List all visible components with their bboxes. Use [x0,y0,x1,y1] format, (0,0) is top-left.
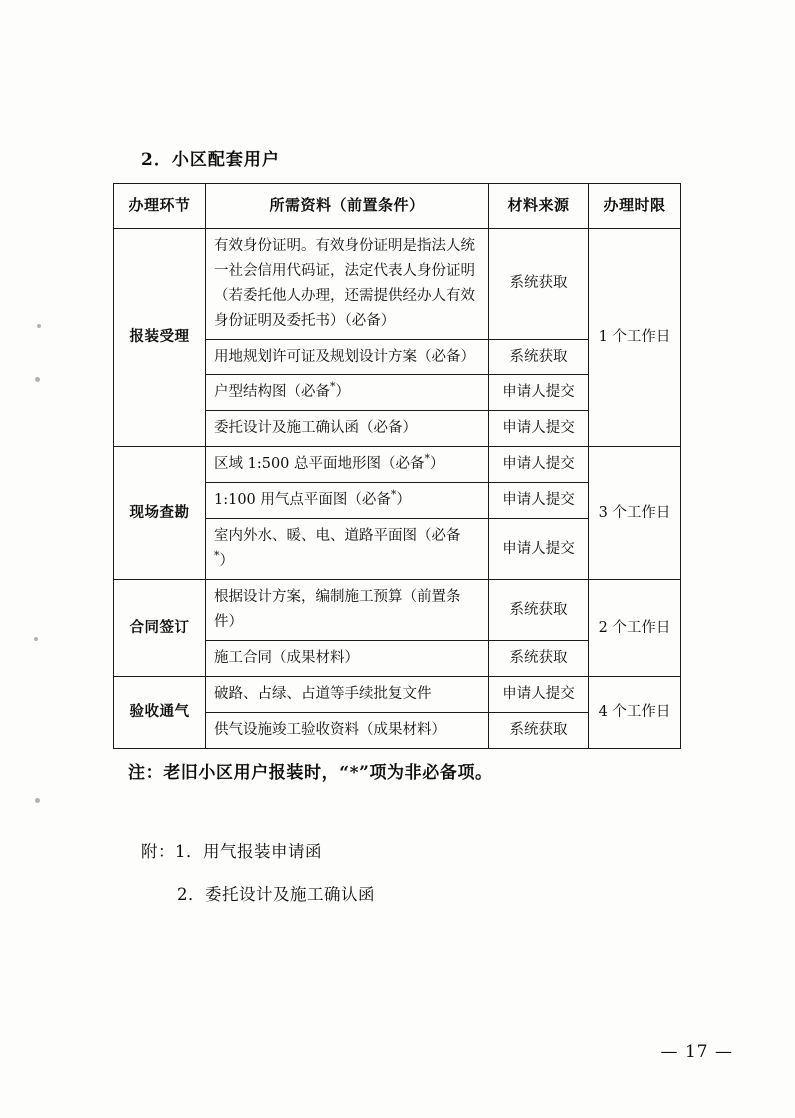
cell-source: 申请人提交 [489,483,589,519]
column-header-materials: 所需资料（前置条件） [206,184,489,229]
cell-material: 1:100 用气点平面图（必备*） [206,483,489,519]
cell-material: 委托设计及施工确认函（必备） [206,411,489,447]
cell-source: 系统获取 [489,712,589,748]
column-header-source: 材料来源 [489,184,589,229]
cell-material: 破路、占绿、占道等手续批复文件 [206,676,489,712]
section-heading: 2．小区配套用户 [141,150,280,170]
scan-speck [35,798,40,803]
cell-duration: 1 个工作日 [589,228,681,447]
table-row [114,447,681,483]
cell-duration: 2 个工作日 [589,580,681,677]
scan-speck [37,324,41,328]
scan-speck [35,377,40,382]
cell-material: 用地规划许可证及规划设计方案（必备） [206,339,489,375]
attachment-item-1: 附：1．用气报装申请函 [141,842,322,861]
footnote: 注：老旧小区用户报装时，“*”项为非必备项。 [128,763,493,783]
cell-material: 区域 1:500 总平面地形图（必备*） [206,447,489,483]
table-header-row [114,184,681,229]
cell-stage: 现场查勘 [114,447,206,580]
scan-speck [34,637,38,641]
requirements-table [113,183,681,749]
cell-source: 申请人提交 [489,447,589,483]
cell-material: 施工合同（成果材料） [206,640,489,676]
cell-material: 户型结构图（必备*） [206,375,489,411]
cell-material: 根据设计方案，编制施工预算（前置条件） [206,580,489,641]
cell-source: 申请人提交 [489,411,589,447]
cell-source: 系统获取 [489,640,589,676]
attachment-item-2: 2．委托设计及施工确认函 [177,885,375,904]
table-row [114,676,681,712]
cell-source: 系统获取 [489,228,589,339]
cell-stage: 验收通气 [114,676,206,748]
column-header-stage: 办理环节 [114,184,206,229]
cell-stage: 报装受理 [114,228,206,447]
cell-duration: 3 个工作日 [589,447,681,580]
cell-source: 申请人提交 [489,676,589,712]
cell-material: 供气设施竣工验收资料（成果材料） [206,712,489,748]
table-row [114,580,681,641]
cell-source: 申请人提交 [489,375,589,411]
table-row [114,228,681,339]
cell-material: 室内外水、暖、电、道路平面图（必备*） [206,519,489,580]
cell-duration: 4 个工作日 [589,676,681,748]
cell-stage: 合同签订 [114,580,206,677]
cell-source: 系统获取 [489,339,589,375]
cell-material: 有效身份证明。有效身份证明是指法人统一社会信用代码证，法定代表人身份证明（若委托他人办理，还需提供经办人有效身份证明及委托书）（必备） [206,228,489,339]
page-number: — 17 — [660,1042,733,1062]
column-header-duration: 办理时限 [589,184,681,229]
cell-source: 申请人提交 [489,519,589,580]
cell-source: 系统获取 [489,580,589,641]
